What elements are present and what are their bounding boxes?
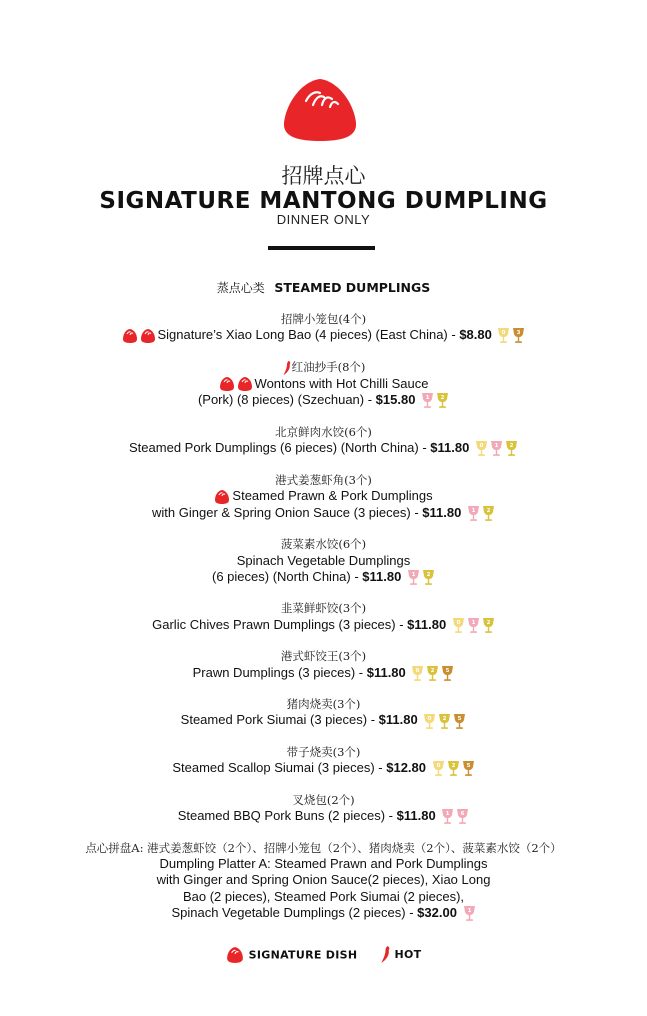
item-price: $12.80 (386, 760, 426, 776)
title-divider (268, 246, 375, 250)
wine-glass-icon (482, 617, 495, 634)
svg-text:1: 1 (425, 395, 430, 402)
wine-glass-icon (421, 392, 434, 409)
item-name-chinese-row (0, 472, 647, 488)
svg-text:5: 5 (457, 715, 462, 722)
wine-glass-icon (426, 665, 439, 682)
item-name-chinese: 港式姜葱虾角(3个) (275, 472, 372, 487)
legend-hot (380, 945, 421, 964)
item-description: Spinach Vegetable Dumplings (236, 552, 411, 568)
item-description: Steamed Prawn & Pork Dumplings (232, 488, 433, 504)
item-name-chinese: 猪肉烧卖(3个) (286, 697, 361, 712)
item-name-chinese: 北京鲜肉水饺(6个) (275, 424, 372, 439)
wine-glass-icon (411, 665, 424, 682)
svg-text:2: 2 (440, 395, 445, 402)
wine-glass-icon (463, 905, 476, 922)
item-name-chinese: 招牌小笼包(4个) (280, 312, 367, 326)
item-description-row (0, 440, 647, 457)
item-name-chinese: 红油抄手(8个) (291, 359, 366, 374)
item-price: $11.80 (366, 664, 406, 680)
item-name-chinese-row (0, 600, 647, 616)
signature-icon (140, 328, 156, 344)
item-description: Steamed Pork Siumai (3 pieces) - (180, 712, 379, 728)
item-name-chinese: 叉烧包(2个) (292, 792, 355, 807)
signature-icon (214, 489, 230, 505)
platter-price: $32.00 (417, 904, 457, 920)
menu-item (0, 359, 647, 410)
svg-text:0: 0 (502, 330, 506, 337)
menu-item (0, 696, 647, 729)
svg-text:2: 2 (509, 443, 514, 450)
svg-text:2: 2 (426, 572, 431, 579)
svg-text:0: 0 (479, 443, 484, 450)
wine-glass-icon (452, 617, 465, 634)
wine-glass-icon (475, 440, 488, 457)
item-description: Garlic Chives Prawn Dumplings (3 pieces) - (152, 616, 408, 632)
svg-text:1: 1 (471, 619, 476, 626)
item-price: $15.80 (375, 392, 416, 408)
menu-item (0, 536, 647, 586)
menu-item (0, 311, 647, 344)
wine-glass-icon (467, 617, 480, 634)
platter-description: Bao (2 pieces), Steamed Pork Siumai (2 pieces), (182, 888, 465, 904)
item-name-chinese: 韭菜鲜虾饺(3个) (280, 601, 367, 616)
platter-name-chinese-row (0, 840, 647, 856)
svg-text:0: 0 (436, 763, 441, 770)
item-description-row (0, 569, 647, 586)
item-description: Steamed BBQ Pork Buns (2 pieces) - (177, 808, 397, 824)
item-price: $8.80 (459, 327, 492, 343)
signature-icon (226, 946, 244, 964)
wine-glass-icon (453, 713, 466, 730)
item-price: $11.80 (362, 568, 402, 584)
wine-glass-icon (482, 505, 495, 522)
item-description: (Pork) (8 pieces) (Szechuan) - (197, 392, 376, 408)
wine-glass-icon (462, 760, 475, 777)
section-heading (0, 279, 647, 296)
item-description-row (0, 327, 647, 344)
legend (0, 945, 647, 964)
platter-description-row (0, 889, 647, 905)
title-chinese: 招牌点心 (281, 164, 366, 188)
svg-text:1: 1 (411, 572, 416, 579)
menu-item (0, 472, 647, 522)
svg-text:5: 5 (466, 763, 471, 770)
svg-text:1: 1 (471, 507, 476, 514)
signature-icon (122, 328, 138, 344)
item-name-chinese-row (0, 792, 647, 808)
wine-glass-icon (441, 665, 454, 682)
svg-text:2: 2 (430, 667, 435, 674)
section-title-chinese: 蒸点心类 (216, 281, 265, 295)
svg-text:6: 6 (460, 811, 465, 818)
item-description-row (0, 665, 647, 682)
wine-glass-icon (422, 569, 435, 586)
item-name-chinese-row (0, 424, 647, 440)
svg-text:3: 3 (517, 330, 521, 337)
item-description: Steamed Scallop Siumai (3 pieces) - (172, 760, 387, 776)
wine-glass-icon (441, 808, 454, 825)
platter-name-chinese: 点心拼盘A: 港式姜葱虾饺（2个）、招牌小笼包（2个）、猪肉烧卖（2个）、菠菜素水饺（2个） (85, 840, 562, 855)
item-description: with Ginger & Spring Onion Sauce (3 pieces) - (152, 504, 423, 520)
svg-text:2: 2 (486, 619, 491, 626)
item-description-row (0, 553, 647, 569)
svg-text:1: 1 (445, 811, 450, 818)
item-description: Steamed Pork Dumplings (6 pieces) (North China) - (129, 440, 431, 456)
item-description-row (0, 808, 647, 825)
svg-text:2: 2 (451, 763, 456, 770)
item-name-chinese-row (0, 536, 647, 552)
item-name-chinese: 港式虾饺王(3个) (280, 649, 367, 664)
item-name-chinese: 菠菜素水饺(6个) (280, 537, 367, 552)
page-title: SIGNATURE MANTONG DUMPLING (99, 188, 548, 214)
item-price: $11.80 (430, 440, 470, 456)
menu-items (0, 311, 647, 936)
svg-text:0: 0 (427, 715, 432, 722)
platter-description-row (0, 856, 647, 872)
item-name-chinese-row (0, 648, 647, 664)
menu-item (0, 792, 647, 825)
wine-glass-icon (512, 327, 525, 344)
chili-icon (380, 945, 391, 964)
signature-icon (237, 376, 253, 392)
item-name-chinese: 带子烧卖(3个) (286, 745, 361, 759)
wine-glass-icon (467, 505, 480, 522)
item-description: Prawn Dumplings (3 pieces) - (192, 664, 367, 680)
item-description: Wontons with Hot Chilli Sauce (254, 375, 429, 391)
platter-description: Spinach Vegetable Dumplings (2 pieces) - (171, 904, 418, 920)
legend-signature-label: SIGNATURE DISH (248, 948, 358, 961)
platter-item (0, 840, 647, 922)
svg-text:1: 1 (494, 443, 499, 450)
platter-description-row (0, 872, 647, 888)
wine-glass-icon (490, 440, 503, 457)
wine-glass-icon (436, 392, 449, 409)
item-description: Signature’s Xiao Long Bao (4 pieces) (East China) - (157, 327, 460, 343)
item-name-chinese-row (0, 359, 647, 376)
wine-glass-icon (447, 760, 460, 777)
svg-text:2: 2 (442, 715, 447, 722)
item-description-row (0, 392, 647, 409)
menu-item (0, 648, 647, 681)
item-price: $11.80 (396, 808, 436, 824)
dumpling-logo-icon (280, 75, 360, 145)
item-description-row (0, 488, 647, 505)
item-price: $11.80 (407, 616, 447, 632)
item-price: $11.80 (378, 712, 418, 728)
wine-glass-icon (407, 569, 420, 586)
wine-glass-icon (438, 713, 451, 730)
svg-text:0: 0 (456, 619, 461, 626)
item-description-row (0, 505, 647, 522)
item-description-row (0, 617, 647, 634)
item-description-row (0, 376, 647, 393)
section-title: STEAMED DUMPLINGS (274, 280, 431, 295)
chili-icon (282, 360, 292, 376)
item-description-row (0, 712, 647, 729)
platter-description: with Ginger and Spring Onion Sauce(2 pieces), Xiao Long (156, 872, 491, 888)
menu-item (0, 744, 647, 777)
svg-text:2: 2 (486, 507, 491, 514)
item-price: $11.80 (422, 504, 462, 520)
item-description: (6 pieces) (North China) - (212, 568, 363, 584)
item-description-row (0, 760, 647, 777)
platter-description: Dumpling Platter A: Steamed Prawn and Pork Dumplings (159, 856, 488, 872)
wine-glass-icon (505, 440, 518, 457)
wine-glass-icon (456, 808, 469, 825)
item-name-chinese-row (0, 744, 647, 760)
page-subtitle: DINNER ONLY (276, 212, 371, 227)
legend-hot-label: HOT (394, 948, 422, 961)
platter-description-row (0, 905, 647, 922)
wine-glass-icon (497, 327, 510, 344)
item-name-chinese-row (0, 696, 647, 712)
item-name-chinese-row (0, 311, 647, 327)
wine-glass-icon (423, 713, 436, 730)
signature-icon (219, 376, 235, 392)
svg-text:5: 5 (445, 667, 450, 674)
svg-text:1: 1 (467, 908, 471, 915)
menu-item (0, 600, 647, 633)
menu-item (0, 424, 647, 457)
svg-text:0: 0 (415, 667, 420, 674)
legend-signature (226, 946, 358, 964)
wine-glass-icon (432, 760, 445, 777)
